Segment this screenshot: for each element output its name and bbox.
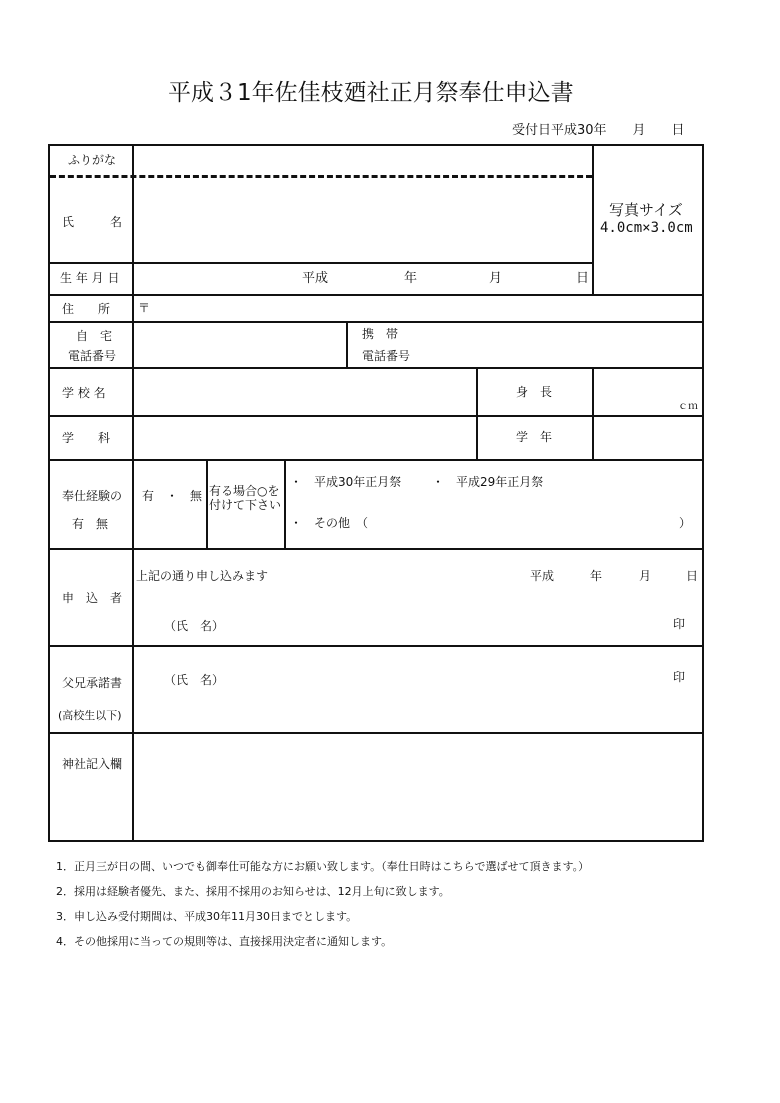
guardian-name-label: （氏 名） <box>164 673 225 687</box>
address-label: 住 所 <box>62 302 111 316</box>
apply-statement: 上記の通り申し込みます <box>136 569 269 583</box>
cm-unit: ｃｍ <box>678 401 698 412</box>
mobile-phone-label-2: 電話番号 <box>362 349 411 363</box>
apply-era: 平成 <box>530 569 555 583</box>
photo-size-label: 写真サイズ <box>609 201 683 219</box>
divider <box>48 645 704 647</box>
shrine-use-label: 神社記入欄 <box>62 757 123 771</box>
divider <box>48 321 704 323</box>
label-column-line <box>132 144 134 842</box>
divider <box>48 367 704 369</box>
mobile-phone-label: 携 帯 <box>362 327 399 341</box>
experience-label-2: 有 無 <box>72 517 109 531</box>
page-title: 平成３1年佐佳枝廼社正月祭奉仕申込書 <box>168 80 574 106</box>
divider <box>48 294 704 296</box>
note-1: 1．正月三が日の間、いつでも御奉仕可能な方にお願い致します。（奉仕日時はこちらで選ばせて頂きます。） <box>56 860 590 873</box>
option-h29: ・ 平成29年正月祭 <box>432 475 544 489</box>
divider <box>48 262 592 264</box>
note-3: 3．申し込み受付期間は、平成30年11月30日までとします。 <box>56 910 358 923</box>
experience-label: 奉仕経験の <box>62 489 123 503</box>
divider <box>48 459 704 461</box>
note-4: 4．その他採用に当っての規則等は、直接採用決定者に通知します。 <box>56 935 393 948</box>
birthday-label: 生 年 月 日 <box>60 271 120 285</box>
yes-no-choice: 有 ・ 無 <box>142 489 203 503</box>
postal-mark: 〒 <box>138 301 151 315</box>
photo-dimensions: 4.0cm×3.0cm <box>600 220 693 236</box>
option-other-close: ） <box>679 516 692 530</box>
name-label: 氏 名 <box>62 215 127 229</box>
birth-era: 平成 <box>302 271 329 286</box>
birth-day: 日 <box>576 271 590 286</box>
option-h30: ・ 平成30年正月祭 <box>290 475 402 489</box>
school-label: 学 校 名 <box>62 386 106 400</box>
applicant-name-label: （氏 名） <box>164 619 225 633</box>
height-label: 身 長 <box>516 385 553 399</box>
guardian-note: (高校生以下) <box>58 709 122 722</box>
divider <box>48 732 704 734</box>
birth-year: 年 <box>404 271 418 286</box>
option-other: ・ その他 （ <box>290 516 369 530</box>
department-label: 学 科 <box>62 431 111 445</box>
divider <box>346 321 348 367</box>
apply-day: 日 <box>686 569 699 583</box>
divider <box>48 415 704 417</box>
birth-month: 月 <box>489 271 503 286</box>
home-phone-label-2: 電話番号 <box>68 349 117 363</box>
home-phone-label: 自 宅 <box>76 329 113 343</box>
divider <box>48 548 704 550</box>
note-2: 2．採用は経験者優先、また、採用不採用のお知らせは、12月上旬に致します。 <box>56 885 450 898</box>
applicant-seal: 印 <box>673 617 686 631</box>
if-yes-note: 有る場合○を <box>209 484 280 498</box>
if-yes-note-2: 付けて下さい <box>209 498 282 512</box>
applicant-label: 申 込 者 <box>62 591 123 605</box>
apply-year: 年 <box>590 569 603 583</box>
divider <box>206 459 208 548</box>
divider <box>476 367 478 459</box>
furigana-label: ふりがな <box>68 153 117 167</box>
grade-label: 学 年 <box>516 430 553 444</box>
apply-month: 月 <box>639 569 652 583</box>
divider <box>284 459 286 548</box>
guardian-seal: 印 <box>673 670 686 684</box>
divider <box>592 367 594 459</box>
guardian-label: 父兄承諾書 <box>62 676 123 690</box>
reception-date: 受付日平成30年 月 日 <box>512 123 685 138</box>
